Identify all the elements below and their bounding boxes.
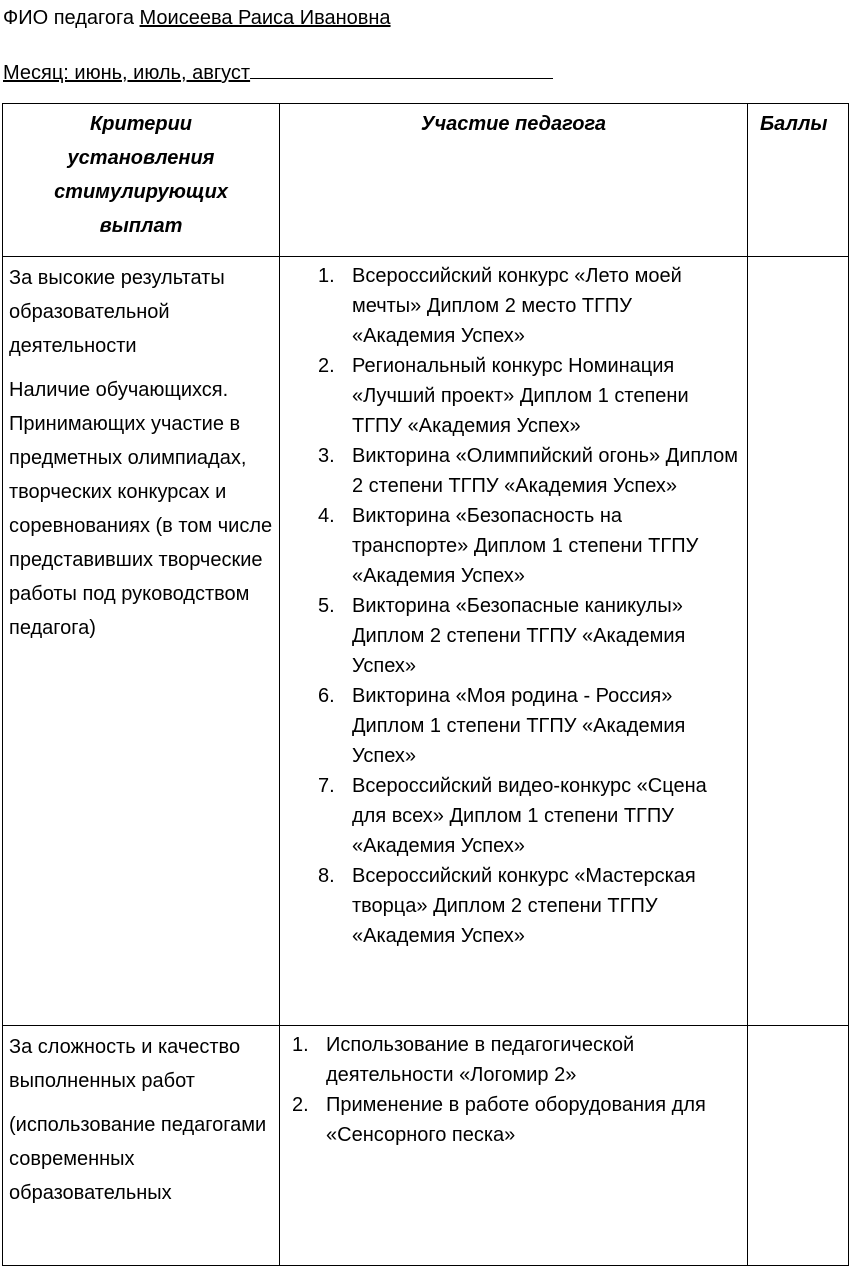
month-fill-line	[250, 60, 553, 79]
list-item: 1. Использование в педагогической деятельности «Логомир 2»	[292, 1034, 635, 1086]
table-row	[3, 1026, 849, 1266]
table-header-row	[3, 104, 849, 257]
header-score: Баллы	[748, 104, 849, 257]
list-item: 5. Викторина «Безопасные каникулы» Диплом 2 степени ТГПУ «Академия Успех»	[318, 595, 686, 677]
participation-cell	[280, 257, 748, 1026]
list-item: 3. Викторина «Олимпийский огонь» Диплом 2 степени ТГПУ «Академия Успех»	[318, 445, 738, 497]
list-item: 8. Всероссийский конкурс «Мастерская творца» Диплом 2 степени ТГПУ «Академия Успех»	[318, 865, 696, 947]
month-label: Месяц: июнь, июль, август	[3, 62, 251, 84]
header-participation: Участие педагога	[280, 104, 748, 257]
criteria-description: Наличие обучающихся. Принимающих участие в предметных олимпиадах, творческих конкурсах и соревнованиях (в том числе представивших творческие работы под руководством педагога)	[9, 379, 273, 639]
teacher-label: ФИО педагога	[3, 7, 134, 29]
participation-list	[280, 1026, 747, 1150]
list-item: 7. Всероссийский видео-конкурс «Сцена для всех» Диплом 1 степени ТГПУ «Академия Успех»	[318, 775, 707, 857]
participation-cell	[280, 1026, 748, 1266]
list-item: 2. Региональный конкурс Номинация «Лучший проект» Диплом 1 степени ТГПУ «Академия Успех»	[318, 355, 689, 437]
list-item: 6. Викторина «Моя родина - Россия» Диплом 1 степени ТГПУ «Академия Успех»	[318, 685, 686, 767]
month-line	[3, 60, 553, 85]
criteria-title: За сложность и качество выполненных работ	[9, 1036, 241, 1092]
score-cell	[748, 257, 849, 1026]
participation-list	[280, 257, 747, 951]
criteria-cell	[3, 257, 280, 1026]
criteria-title: За высокие результаты образовательной деятельности	[9, 267, 225, 357]
table-row	[3, 257, 849, 1026]
list-item: 2. Применение в работе оборудования для «Сенсорного песка»	[292, 1094, 706, 1146]
criteria-cell	[3, 1026, 280, 1266]
teacher-name: Моисеева Раиса Ивановна	[139, 7, 391, 29]
teacher-line	[3, 6, 391, 30]
criteria-table	[2, 103, 849, 1266]
header-criteria: Критерии установления стимулирующих выплат	[3, 104, 280, 257]
criteria-description: (использование педагогами современных образовательных	[9, 1114, 267, 1204]
list-item: 1. Всероссийский конкурс «Лето моей мечты» Диплом 2 место ТГПУ «Академия Успех»	[318, 265, 682, 347]
list-item: 4. Викторина «Безопасность на транспорте» Диплом 1 степени ТГПУ «Академия Успех»	[318, 505, 699, 587]
score-cell	[748, 1026, 849, 1266]
